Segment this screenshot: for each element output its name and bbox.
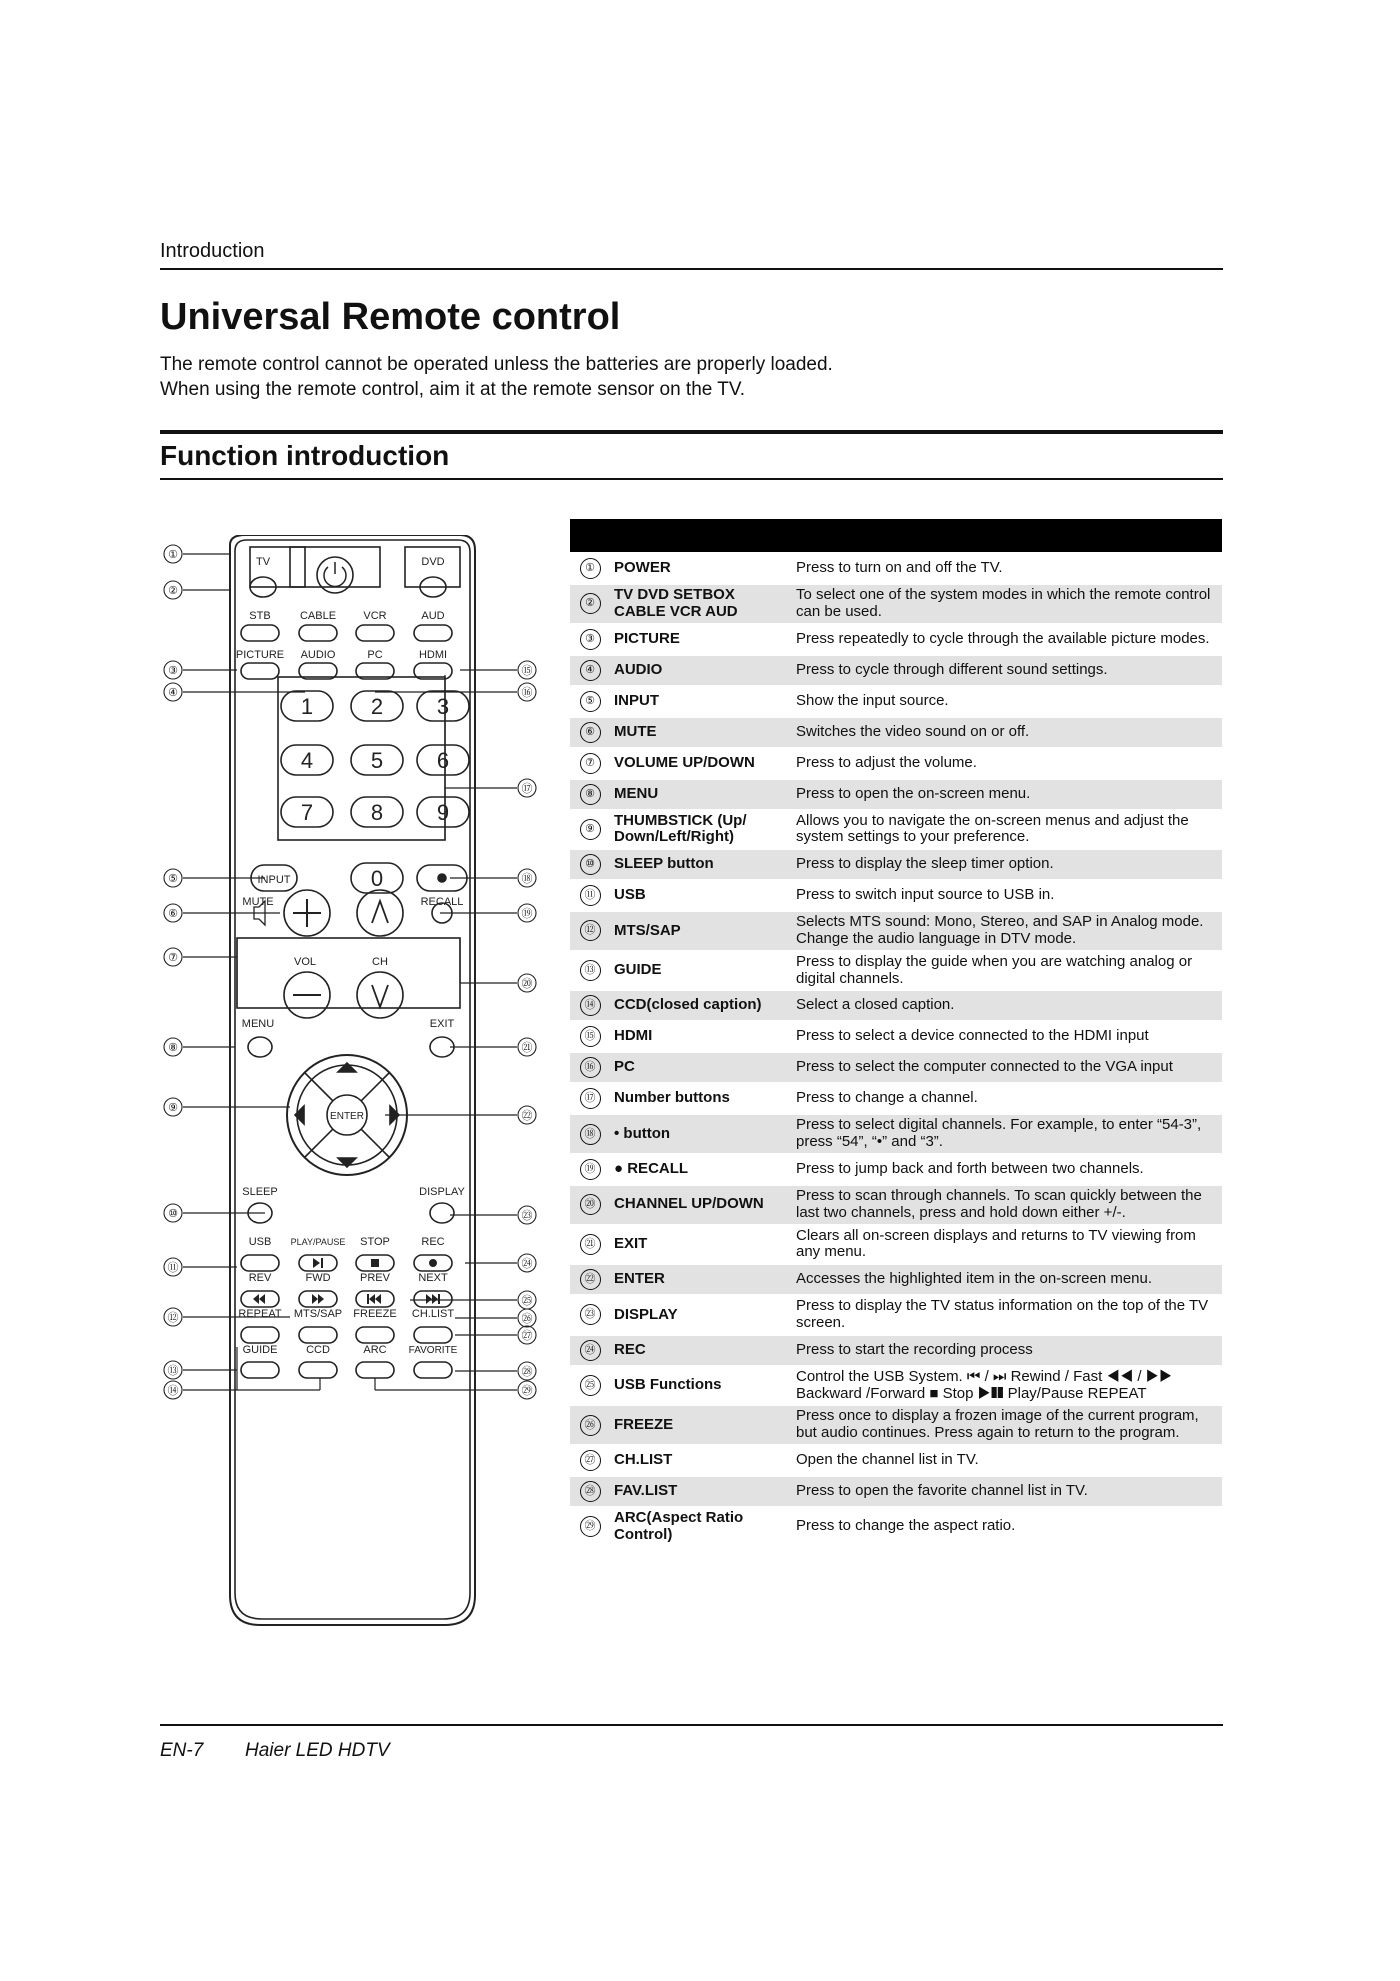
section-subtitle: Function introduction — [160, 440, 450, 471]
footer-brand: Haier LED HDTV — [245, 1740, 390, 1761]
function-name: MUTE — [610, 717, 792, 748]
table-row — [570, 1507, 1222, 1546]
table-row — [570, 553, 1222, 584]
label-ch-list: CH.LIST — [411, 1308, 455, 1320]
label-exit: EXIT — [429, 1018, 455, 1030]
function-number: ㉕ — [580, 1375, 601, 1396]
function-description: Press once to display a frozen image of the current program, but audio continues. Press again to return to the program. — [792, 1405, 1222, 1445]
function-name: TV DVD SETBOX CABLE VCR AUD — [610, 584, 792, 624]
function-number: ⑬ — [580, 960, 601, 981]
label-stop: STOP — [360, 1236, 390, 1248]
function-name: USB Functions — [610, 1366, 792, 1406]
function-number: ⑯ — [580, 1057, 601, 1078]
table-row — [570, 624, 1222, 655]
callout-16: ⑯ — [521, 687, 533, 699]
function-number: ⑫ — [580, 920, 601, 941]
intro-line-1: The remote control cannot be operated unless the batteries are properly loaded. — [160, 354, 833, 375]
function-number: ⑰ — [580, 1088, 601, 1109]
digit-8: 8 — [370, 800, 384, 825]
label-repeat: REPEAT — [238, 1308, 282, 1320]
function-description: To select one of the system modes in which the remote control can be used. — [792, 584, 1222, 624]
section-header: Introduction — [160, 240, 265, 262]
callout-10: ⑩ — [168, 1208, 178, 1220]
label-ch: CH — [372, 956, 388, 968]
function-number: ㉔ — [580, 1340, 601, 1361]
callout-19: ⑲ — [521, 908, 533, 920]
callout-15: ⑮ — [521, 665, 533, 677]
callout-3: ③ — [168, 665, 178, 677]
table-row — [570, 1154, 1222, 1185]
function-number: ⑱ — [580, 1124, 601, 1145]
function-number: ⑪ — [580, 885, 601, 906]
callout-17: ⑰ — [521, 783, 533, 795]
function-name: • button — [610, 1114, 792, 1154]
function-description: Press to scan through channels. To scan quickly between the last two channels, press and hold down either +/-. — [792, 1185, 1222, 1225]
table-row — [570, 1295, 1222, 1335]
table-row — [570, 1405, 1222, 1445]
table-row — [570, 584, 1222, 624]
table-row — [570, 1476, 1222, 1507]
callout-4: ④ — [168, 687, 178, 699]
remote-illustration — [155, 535, 560, 1630]
callout-1: ① — [168, 549, 178, 561]
function-description: Press to change a channel. — [792, 1083, 1222, 1114]
function-description: Press to open the on-screen menu. — [792, 779, 1222, 810]
function-name: ● RECALL — [610, 1154, 792, 1185]
label-hdmi: HDMI — [418, 649, 448, 661]
table-row — [570, 810, 1222, 850]
label-vol: VOL — [293, 956, 317, 968]
label-dvd: DVD — [421, 556, 445, 568]
label-menu: MENU — [241, 1018, 275, 1030]
function-description: Press to jump back and forth between two channels. — [792, 1154, 1222, 1185]
callout-13: ⑬ — [167, 1365, 179, 1377]
digit-1: 1 — [300, 694, 314, 719]
function-name: REC — [610, 1335, 792, 1366]
label-rev: REV — [248, 1272, 272, 1284]
label-cable: CABLE — [299, 610, 337, 622]
function-number: ㉓ — [580, 1304, 601, 1325]
label-picture: PICTURE — [235, 649, 285, 661]
label-vcr: VCR — [363, 610, 387, 622]
footer-rule — [160, 1724, 1223, 1726]
function-description: Open the channel list in TV. — [792, 1445, 1222, 1476]
function-number: ㉑ — [580, 1234, 601, 1255]
function-description: Show the input source. — [792, 686, 1222, 717]
table-row — [570, 1335, 1222, 1366]
function-name: ARC(Aspect Ratio Control) — [610, 1507, 792, 1546]
function-name: THUMBSTICK (Up/ Down/Left/Right) — [610, 810, 792, 850]
function-description: Allows you to navigate the on-screen menus and adjust the system settings to your preference. — [792, 810, 1222, 850]
function-name: POWER — [610, 553, 792, 584]
function-number: ③ — [580, 629, 601, 650]
digit-6: 6 — [436, 748, 450, 773]
function-description: Press to change the aspect ratio. — [792, 1507, 1222, 1546]
callout-27: ㉗ — [521, 1330, 533, 1342]
digit-9: 9 — [436, 800, 450, 825]
table-row — [570, 951, 1222, 991]
label-rec: REC — [421, 1236, 445, 1248]
label-tv: TV — [255, 556, 271, 568]
label-display: DISPLAY — [419, 1186, 465, 1198]
callout-20: ⑳ — [521, 978, 533, 990]
label-guide: GUIDE — [242, 1344, 278, 1356]
subtitle-rule-top — [160, 430, 1223, 434]
function-number: ⑳ — [580, 1194, 601, 1215]
function-name: CCD(closed caption) — [610, 990, 792, 1021]
function-name: Number buttons — [610, 1083, 792, 1114]
label-mute: MUTE — [242, 896, 274, 908]
callout-23: ㉓ — [521, 1210, 533, 1222]
callout-26: ㉖ — [521, 1313, 533, 1325]
callout-6: ⑥ — [168, 908, 178, 920]
function-name: USB — [610, 880, 792, 911]
label-aud: AUD — [421, 610, 445, 622]
function-description: Press to adjust the volume. — [792, 748, 1222, 779]
table-row — [570, 911, 1222, 951]
table-row — [570, 717, 1222, 748]
function-description: Press to select digital channels. For example, to enter “54-3”, press “54”, “•” and “3”. — [792, 1114, 1222, 1154]
function-name: CHANNEL UP/DOWN — [610, 1185, 792, 1225]
function-description: Press to switch input source to USB in. — [792, 880, 1222, 911]
table-row — [570, 1083, 1222, 1114]
callout-2: ② — [168, 585, 178, 597]
table-row — [570, 1185, 1222, 1225]
label-recall: RECALL — [420, 896, 464, 908]
footer-page-number: EN-7 — [160, 1740, 204, 1761]
table-row — [570, 849, 1222, 880]
label-fwd: FWD — [305, 1272, 331, 1284]
function-name: CH.LIST — [610, 1445, 792, 1476]
function-description: Press to select a device connected to the HDMI input — [792, 1021, 1222, 1052]
callout-18: ⑱ — [521, 873, 533, 885]
function-name: AUDIO — [610, 655, 792, 686]
intro-line-2: When using the remote control, aim it at the remote sensor on the TV. — [160, 379, 746, 400]
function-description: Press to cycle through different sound settings. — [792, 655, 1222, 686]
table-row — [570, 880, 1222, 911]
table-row — [570, 686, 1222, 717]
label-pc: PC — [367, 649, 383, 661]
function-description: Switches the video sound on or off. — [792, 717, 1222, 748]
callout-5: ⑤ — [168, 873, 178, 885]
table-row — [570, 1021, 1222, 1052]
table-row — [570, 1052, 1222, 1083]
table-row — [570, 748, 1222, 779]
label-favorite: FAVORITE — [408, 1345, 458, 1356]
function-description: Press to display the sleep timer option. — [792, 849, 1222, 880]
function-name: EXIT — [610, 1225, 792, 1265]
function-table — [570, 519, 1222, 1546]
function-number: ② — [580, 593, 601, 614]
function-number: ④ — [580, 660, 601, 681]
function-number: ⑥ — [580, 722, 601, 743]
function-name: GUIDE — [610, 951, 792, 991]
table-row — [570, 1366, 1222, 1406]
function-name: MTS/SAP — [610, 911, 792, 951]
label-play-pause: PLAY/PAUSE — [290, 1237, 346, 1247]
page-title: Universal Remote control — [160, 296, 621, 338]
label-freeze: FREEZE — [353, 1308, 397, 1320]
function-description: Press to turn on and off the TV. — [792, 553, 1222, 584]
callout-12: ⑫ — [167, 1312, 179, 1324]
callout-21: ㉑ — [521, 1042, 533, 1054]
function-number: ㉙ — [580, 1516, 601, 1537]
function-description: Select a closed caption. — [792, 990, 1222, 1021]
digit-0: 0 — [370, 866, 384, 891]
function-description: Press to start the recording process — [792, 1335, 1222, 1366]
header-rule — [160, 268, 1223, 270]
label-sleep: SLEEP — [242, 1186, 278, 1198]
table-row — [570, 779, 1222, 810]
function-number: ⑲ — [580, 1159, 601, 1180]
table-row — [570, 655, 1222, 686]
digit-3: 3 — [436, 694, 450, 719]
function-number: ㉒ — [580, 1269, 601, 1290]
function-number: ⑨ — [580, 819, 601, 840]
function-description: Press to select the computer connected to the VGA input — [792, 1052, 1222, 1083]
callout-25: ㉕ — [521, 1295, 533, 1307]
function-number: ⑦ — [580, 753, 601, 774]
digit-4: 4 — [300, 748, 314, 773]
function-name: FAV.LIST — [610, 1476, 792, 1507]
table-row — [570, 990, 1222, 1021]
digit-7: 7 — [300, 800, 314, 825]
label-input: INPUT — [257, 874, 291, 886]
function-number: ⑭ — [580, 995, 601, 1016]
function-number: ㉘ — [580, 1481, 601, 1502]
function-number: ⑤ — [580, 691, 601, 712]
function-description: Control the USB System. ⏮ / ⏭ Rewind / Fast ◀◀ / ▶▶ Backward /Forward ■ Stop ▶❚❚ Play/Pause REPEAT — [792, 1366, 1222, 1406]
function-number: ㉖ — [580, 1415, 601, 1436]
function-name: HDMI — [610, 1021, 792, 1052]
table-row — [570, 1445, 1222, 1476]
function-number: ⑩ — [580, 854, 601, 875]
function-name: ENTER — [610, 1264, 792, 1295]
label-ccd: CCD — [306, 1344, 330, 1356]
function-number: ⑮ — [580, 1026, 601, 1047]
callout-24: ㉔ — [521, 1258, 533, 1270]
table-row — [570, 1114, 1222, 1154]
digit-5: 5 — [370, 748, 384, 773]
callout-7: ⑦ — [168, 952, 178, 964]
function-name: INPUT — [610, 686, 792, 717]
function-name: FREEZE — [610, 1405, 792, 1445]
function-name: PICTURE — [610, 624, 792, 655]
table-header-bar — [570, 519, 1222, 553]
label-stb: STB — [249, 610, 271, 622]
label-mts-sap: MTS/SAP — [293, 1308, 343, 1320]
callout-8: ⑧ — [168, 1042, 178, 1054]
function-description: Press repeatedly to cycle through the available picture modes. — [792, 624, 1222, 655]
callout-9: ⑨ — [168, 1102, 178, 1114]
digit-2: 2 — [370, 694, 384, 719]
function-name: VOLUME UP/DOWN — [610, 748, 792, 779]
function-description: Clears all on-screen displays and returns to TV viewing from any menu. — [792, 1225, 1222, 1265]
callout-11: ⑪ — [167, 1262, 179, 1274]
function-name: DISPLAY — [610, 1295, 792, 1335]
label-prev: PREV — [360, 1272, 390, 1284]
function-number: ⑧ — [580, 784, 601, 805]
subtitle-rule-bottom — [160, 478, 1223, 480]
function-description: Selects MTS sound: Mono, Stereo, and SAP in Analog mode. Change the audio language in DTV mode. — [792, 911, 1222, 951]
callout-22: ㉒ — [521, 1110, 533, 1122]
table-row — [570, 1264, 1222, 1295]
function-name: PC — [610, 1052, 792, 1083]
function-description: Press to display the TV status information on the top of the TV screen. — [792, 1295, 1222, 1335]
function-name: SLEEP button — [610, 849, 792, 880]
function-description: Press to display the guide when you are watching analog or digital channels. — [792, 951, 1222, 991]
callout-28: ㉘ — [521, 1366, 533, 1378]
label-audio: AUDIO — [300, 649, 336, 661]
callout-29: ㉙ — [521, 1385, 533, 1397]
function-description: Accesses the highlighted item in the on-screen menu. — [792, 1264, 1222, 1295]
label-enter: ENTER — [330, 1111, 364, 1122]
table-row — [570, 1225, 1222, 1265]
function-name: MENU — [610, 779, 792, 810]
function-description: Press to open the favorite channel list in TV. — [792, 1476, 1222, 1507]
label-arc: ARC — [363, 1344, 387, 1356]
function-number: ① — [580, 558, 601, 579]
function-number: ㉗ — [580, 1450, 601, 1471]
label-usb: USB — [248, 1236, 272, 1248]
callout-14: ⑭ — [167, 1385, 179, 1397]
label-next: NEXT — [418, 1272, 448, 1284]
